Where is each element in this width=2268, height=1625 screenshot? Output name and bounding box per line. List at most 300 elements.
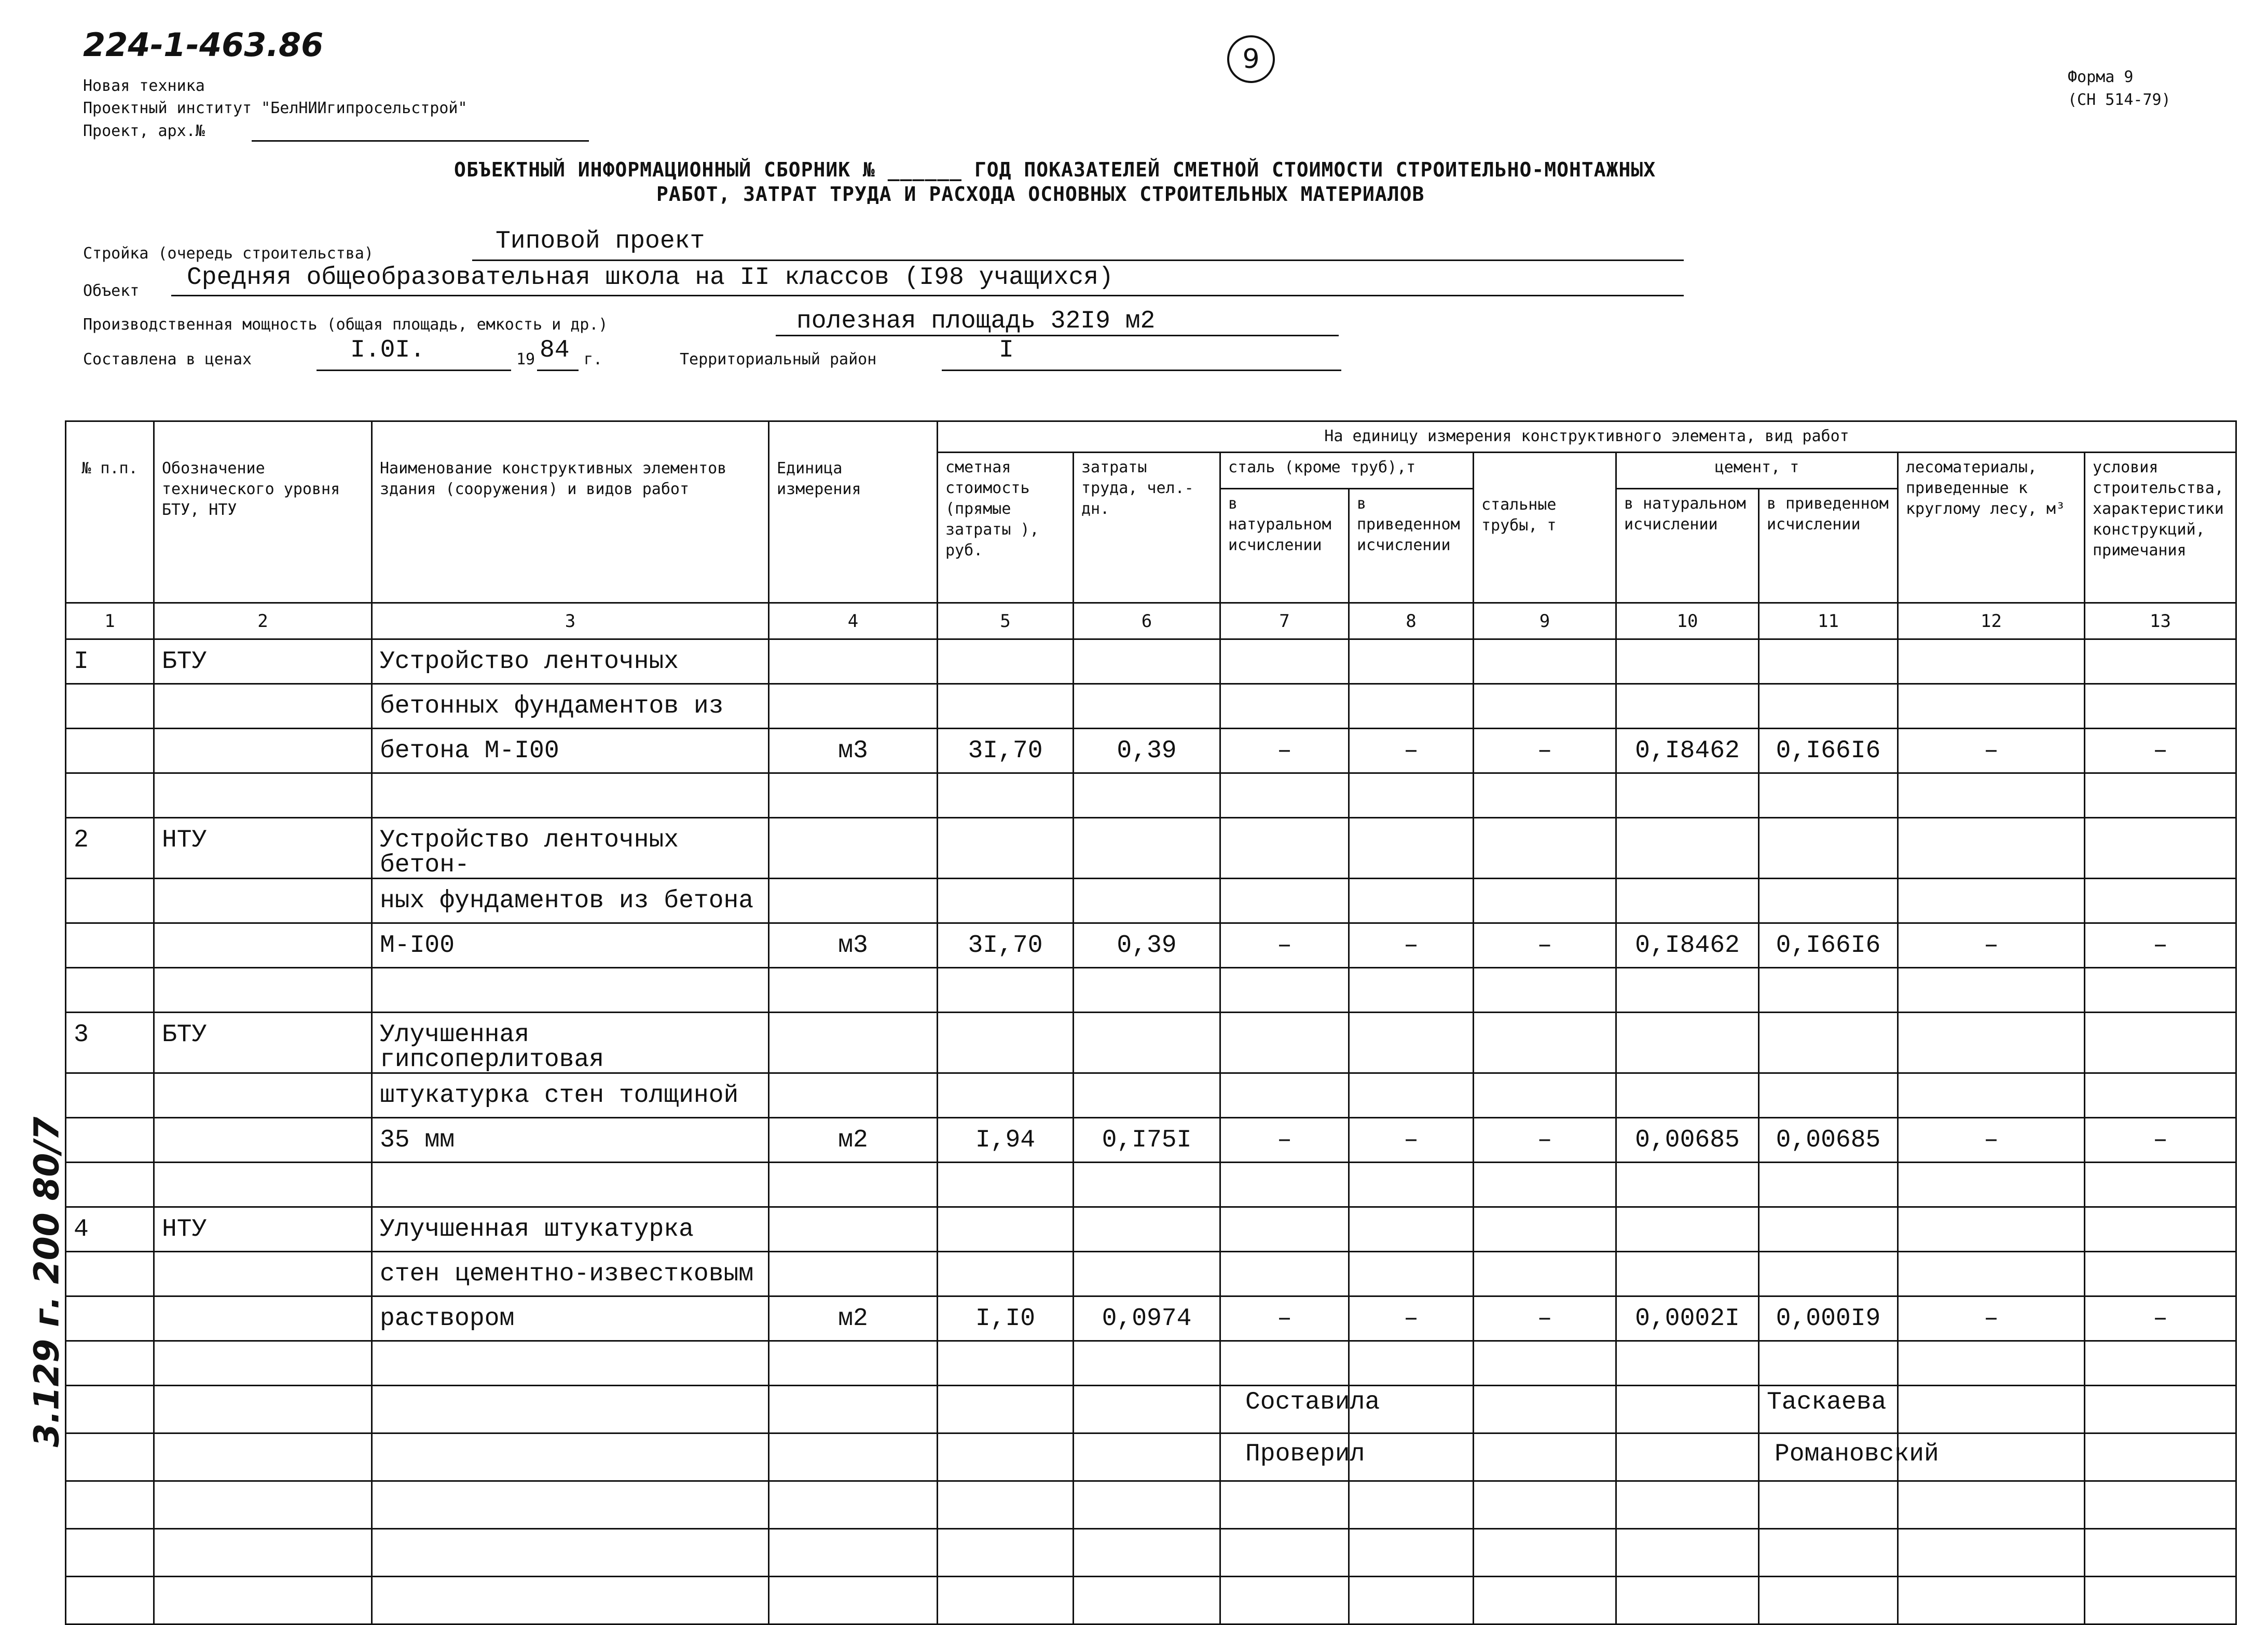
table-cell — [1474, 1341, 1616, 1386]
table-cell: м2 — [769, 1296, 938, 1341]
table-cell — [1616, 818, 1759, 879]
table-cell — [154, 879, 372, 923]
object-label: Объект — [83, 282, 140, 300]
table-cell — [1898, 1163, 2085, 1207]
table-cell — [2085, 1073, 2236, 1118]
document-title-line-1: ОБЪЕКТНЫЙ ИНФОРМАЦИОННЫЙ СБОРНИК № ______ ГОД ПОКАЗАТЕЛЕЙ СМЕТНОЙ СТОИМОСТИ СТРОИТЕЛЬНО-МОНТАЖНЫХ — [454, 158, 1656, 181]
table-cell — [1616, 1386, 1759, 1433]
table-cell: – — [1220, 923, 1349, 968]
table-cell — [769, 968, 938, 1013]
table-cell — [769, 684, 938, 729]
table-cell — [938, 879, 1074, 923]
table-cell — [1074, 818, 1220, 879]
table-cell — [1474, 1386, 1616, 1433]
capacity-value: полезная площадь 32I9 м2 — [796, 307, 1156, 335]
table-cell — [769, 1252, 938, 1296]
table-cell: 0,I8462 — [1616, 923, 1759, 968]
table-cell — [2085, 1207, 2236, 1252]
col-number: 11 — [1759, 603, 1898, 639]
table-cell — [1474, 1207, 1616, 1252]
table-cell — [154, 1341, 372, 1386]
table-cell: – — [2085, 923, 2236, 968]
table-cell — [2085, 1163, 2236, 1207]
element-name-cell: М-I00 — [372, 923, 769, 968]
table-cell — [66, 1577, 154, 1624]
table-cell — [1616, 879, 1759, 923]
table-cell — [154, 773, 372, 818]
table-cell — [1474, 1481, 1616, 1529]
table-cell — [1898, 1529, 2085, 1577]
table-cell: 0,39 — [1074, 923, 1220, 968]
object-line — [171, 295, 1684, 296]
col-header-6: затраты труда, чел.-дн. — [1074, 453, 1220, 603]
table-cell — [938, 1577, 1074, 1624]
capacity-line — [776, 335, 1339, 336]
table-cell — [1074, 639, 1220, 684]
table-cell — [938, 1013, 1074, 1073]
table-cell — [1759, 639, 1898, 684]
table-cell — [769, 1207, 938, 1252]
table-cell — [938, 968, 1074, 1013]
empty-row — [66, 1577, 2236, 1624]
table-cell — [2085, 968, 2236, 1013]
col-header-2: Обозначение технического уровня БТУ, НТУ — [154, 421, 372, 603]
table-cell — [1898, 818, 2085, 879]
table-cell — [1220, 818, 1349, 879]
col-number: 5 — [938, 603, 1074, 639]
table-cell: 4 — [66, 1207, 154, 1252]
table-cell — [66, 1433, 154, 1481]
table-cell — [1474, 879, 1616, 923]
col-header-5: сметная стоимость (прямые затраты ), руб. — [938, 453, 1074, 603]
table-cell — [1759, 773, 1898, 818]
element-name-cell: бетонных фундаментов из — [372, 684, 769, 729]
table-cell — [769, 1073, 938, 1118]
table-cell: 0,39 — [1074, 729, 1220, 773]
table-cell: 0,00685 — [1759, 1118, 1898, 1163]
table-cell — [154, 1433, 372, 1481]
table-cell: – — [2085, 1118, 2236, 1163]
table-cell — [1759, 684, 1898, 729]
table-cell — [1074, 1433, 1220, 1481]
table-cell — [769, 639, 938, 684]
table-cell — [1349, 818, 1474, 879]
table-cell: – — [1349, 729, 1474, 773]
group-header-per-unit: На единицу измерения конструктивного элемента, вид работ — [938, 421, 2236, 453]
table-cell — [1474, 773, 1616, 818]
table-cell — [938, 1433, 1074, 1481]
table-cell — [154, 1073, 372, 1118]
element-name-cell: Улучшенная штукатурка — [372, 1207, 769, 1252]
table-cell — [1898, 1481, 2085, 1529]
checked-name: Романовский — [1775, 1440, 1939, 1468]
table-cell — [154, 1118, 372, 1163]
table-cell — [372, 1529, 769, 1577]
compiled-name: Таскаева — [1767, 1388, 1887, 1416]
table-row — [66, 1341, 2236, 1386]
table-row — [66, 968, 2236, 1013]
table-cell: – — [1474, 923, 1616, 968]
table-cell — [769, 818, 938, 879]
table-cell — [1474, 1577, 1616, 1624]
table-row — [66, 879, 2236, 923]
table-row — [66, 1207, 2236, 1252]
table-cell — [1220, 1529, 1349, 1577]
table-cell: НТУ — [154, 818, 372, 879]
table-cell — [1074, 968, 1220, 1013]
table-cell — [1474, 684, 1616, 729]
table-cell — [938, 1386, 1074, 1433]
element-name-cell: Устройство ленточных — [372, 639, 769, 684]
table-cell — [1074, 879, 1220, 923]
col-header-3: Наименование конструктивных элементов здания (сооружения) и видов работ — [372, 421, 769, 603]
table-cell — [938, 684, 1074, 729]
table-cell — [66, 879, 154, 923]
table-cell — [2085, 1481, 2236, 1529]
table-cell — [2085, 1433, 2236, 1481]
table-cell — [1474, 1529, 1616, 1577]
table-cell — [372, 1386, 769, 1433]
table-row — [66, 923, 2236, 968]
table-cell: 0,0974 — [1074, 1296, 1220, 1341]
table-cell — [1220, 684, 1349, 729]
empty-row — [66, 1481, 2236, 1529]
element-name-cell: стен цементно-известковым — [372, 1252, 769, 1296]
table-cell — [66, 1341, 154, 1386]
table-cell: – — [1220, 729, 1349, 773]
table-cell — [938, 1207, 1074, 1252]
table-cell — [66, 1252, 154, 1296]
col-number: 2 — [154, 603, 372, 639]
col-header-1: № п.п. — [66, 421, 154, 603]
table-cell — [1220, 1481, 1349, 1529]
prices-year: 84 — [540, 336, 570, 364]
table-cell — [1074, 1252, 1220, 1296]
table-cell — [769, 773, 938, 818]
table-cell — [1074, 684, 1220, 729]
object-value: Средняя общеобразовательная школа на II классов (I98 учащихся) — [187, 264, 1114, 292]
table-cell — [1759, 1529, 1898, 1577]
table-cell — [1616, 773, 1759, 818]
prices-label: Составлена в ценах — [83, 350, 252, 368]
element-name-cell: раствором — [372, 1296, 769, 1341]
table-row — [66, 1252, 2236, 1296]
col-number: 7 — [1220, 603, 1349, 639]
table-cell — [1220, 639, 1349, 684]
table-cell — [1349, 1529, 1474, 1577]
element-name-cell — [372, 968, 769, 1013]
table-row — [66, 818, 2236, 879]
table-cell — [1349, 1433, 1474, 1481]
table-cell: – — [1349, 923, 1474, 968]
table-cell — [1349, 1013, 1474, 1073]
table-cell — [1759, 1073, 1898, 1118]
form-label: Форма 9 — [2068, 68, 2134, 86]
table-cell — [372, 1577, 769, 1624]
table-cell: НТУ — [154, 1207, 372, 1252]
col-number: 12 — [1898, 603, 2085, 639]
table-cell: – — [1898, 923, 2085, 968]
table-cell — [154, 923, 372, 968]
table-cell — [2085, 773, 2236, 818]
table-cell — [1074, 1163, 1220, 1207]
table-cell — [1349, 1341, 1474, 1386]
element-name-cell — [372, 773, 769, 818]
element-name-cell — [372, 1163, 769, 1207]
table-cell — [1220, 1073, 1349, 1118]
table-cell — [1898, 1013, 2085, 1073]
table-cell — [2085, 1341, 2236, 1386]
table-cell — [1349, 879, 1474, 923]
cement-group-header: цемент, т — [1616, 453, 1898, 489]
col-number: 1 — [66, 603, 154, 639]
table-cell — [1220, 1252, 1349, 1296]
stroika-label: Стройка (очередь строительства) — [83, 244, 374, 263]
table-cell — [1616, 639, 1759, 684]
col-header-7: в натуральном исчислении — [1220, 489, 1349, 603]
table-cell — [1220, 773, 1349, 818]
empty-row — [66, 1386, 2236, 1433]
prices-year-prefix: 19 — [516, 350, 535, 368]
table-cell — [66, 1386, 154, 1433]
table-cell — [769, 1529, 938, 1577]
table-cell — [1616, 968, 1759, 1013]
table-cell — [1898, 1252, 2085, 1296]
table-cell — [1349, 773, 1474, 818]
stroika-line — [472, 260, 1684, 261]
table-cell: – — [2085, 729, 2236, 773]
table-cell — [1220, 1341, 1349, 1386]
table-cell — [2085, 1252, 2236, 1296]
table-cell — [1349, 968, 1474, 1013]
table-cell — [938, 818, 1074, 879]
table-cell — [1349, 639, 1474, 684]
col-number: 8 — [1349, 603, 1474, 639]
table-cell — [1474, 818, 1616, 879]
table-row — [66, 773, 2236, 818]
table-cell — [1220, 1013, 1349, 1073]
table-cell — [1074, 1073, 1220, 1118]
table-cell — [1074, 1341, 1220, 1386]
table-row — [66, 1118, 2236, 1163]
table-cell — [2085, 1577, 2236, 1624]
table-cell — [1898, 968, 2085, 1013]
element-name-cell: 35 мм — [372, 1118, 769, 1163]
col-number: 13 — [2085, 603, 2236, 639]
col-header-4: Единица измерения — [769, 421, 938, 603]
org-line-1: Новая техника — [83, 77, 205, 95]
table-cell — [154, 1296, 372, 1341]
table-cell — [154, 1386, 372, 1433]
table-cell — [154, 968, 372, 1013]
table-cell — [1474, 1013, 1616, 1073]
form-norm: (СН 514-79) — [2068, 91, 2171, 109]
table-cell — [1616, 1013, 1759, 1073]
prices-year-line — [537, 370, 579, 371]
table-cell — [1898, 879, 2085, 923]
document-title-line-2: РАБОТ, ЗАТРАТ ТРУДА И РАСХОДА ОСНОВНЫХ СТРОИТЕЛЬНЫХ МАТЕРИАЛОВ — [656, 183, 1425, 206]
prices-date: I.0I. — [350, 336, 425, 364]
table-cell: 3I,70 — [938, 923, 1074, 968]
table-cell — [1759, 968, 1898, 1013]
table-cell: – — [1474, 1296, 1616, 1341]
table-cell: м2 — [769, 1118, 938, 1163]
table-cell — [1220, 1207, 1349, 1252]
table-cell: 0,I75I — [1074, 1118, 1220, 1163]
table-cell — [1616, 1433, 1759, 1481]
table-cell — [1474, 968, 1616, 1013]
table-row — [66, 684, 2236, 729]
document-code: 224-1-463.86 — [83, 26, 324, 64]
table-cell — [1616, 1481, 1759, 1529]
table-cell — [2085, 639, 2236, 684]
org-line-2: Проектный институт "БелНИИгипросельстрой" — [83, 99, 468, 117]
prices-date-line — [317, 370, 511, 371]
table-cell: – — [2085, 1296, 2236, 1341]
table-cell — [66, 684, 154, 729]
table-cell: – — [1898, 1118, 2085, 1163]
table-cell: 3 — [66, 1013, 154, 1073]
element-name-cell: ных фундаментов из бетона — [372, 879, 769, 923]
table-cell: – — [1898, 729, 2085, 773]
table-cell — [1898, 1386, 2085, 1433]
table-cell — [1616, 1252, 1759, 1296]
table-cell — [154, 1577, 372, 1624]
table-cell — [1616, 684, 1759, 729]
table-cell — [1349, 684, 1474, 729]
col-header-9: стальные трубы, т — [1474, 453, 1616, 603]
table-cell — [372, 1433, 769, 1481]
table-cell — [1074, 1013, 1220, 1073]
element-name-cell: бетона М-I00 — [372, 729, 769, 773]
table-cell: БТУ — [154, 639, 372, 684]
table-cell — [1759, 1577, 1898, 1624]
col-header-13: условия строительства, характеристики конструкций, примечания — [2085, 453, 2236, 603]
table-cell — [1898, 773, 2085, 818]
table-cell: 0,I66I6 — [1759, 923, 1898, 968]
table-row — [66, 1073, 2236, 1118]
table-cell — [1616, 1577, 1759, 1624]
table-row — [66, 729, 2236, 773]
element-name-cell: Устройство ленточных бетон- — [372, 818, 769, 879]
table-cell — [66, 1118, 154, 1163]
org-line-3: Проект, арх.№ — [83, 122, 205, 140]
table-cell — [154, 1481, 372, 1529]
table-cell — [938, 1163, 1074, 1207]
col-header-12: лесоматериалы, приведенные к круглому лесу, м³ — [1898, 453, 2085, 603]
table-cell — [154, 1163, 372, 1207]
table-cell — [1349, 1073, 1474, 1118]
capacity-label: Производственная мощность (общая площадь, емкость и др.) — [83, 316, 608, 334]
header-row-group — [66, 421, 2236, 453]
table-cell — [66, 968, 154, 1013]
table-cell — [1759, 1341, 1898, 1386]
table-cell — [1898, 639, 2085, 684]
table-cell: – — [1349, 1296, 1474, 1341]
table-cell — [1616, 1341, 1759, 1386]
table-cell — [1759, 1252, 1898, 1296]
element-name-cell: Улучшенная гипсоперлитовая — [372, 1013, 769, 1073]
table-cell — [1474, 639, 1616, 684]
table-cell: 0,000I9 — [1759, 1296, 1898, 1341]
table-cell: 0,I8462 — [1616, 729, 1759, 773]
region-label: Территориальный район — [680, 350, 877, 368]
table-cell: I — [66, 639, 154, 684]
table-cell — [66, 923, 154, 968]
compiled-label: Составила — [1245, 1388, 1380, 1416]
table-cell — [66, 1529, 154, 1577]
col-header-11: в приведенном исчислении — [1759, 489, 1898, 603]
table-cell — [1074, 1481, 1220, 1529]
table-cell: – — [1220, 1118, 1349, 1163]
table-cell: 0,00685 — [1616, 1118, 1759, 1163]
stroika-value: Типовой проект — [496, 227, 705, 255]
prices-year-suffix: г. — [584, 350, 603, 368]
table-cell — [1474, 1433, 1616, 1481]
table-cell — [1074, 1207, 1220, 1252]
table-cell — [154, 1252, 372, 1296]
table-cell: м3 — [769, 729, 938, 773]
table-cell — [66, 1296, 154, 1341]
table-cell — [769, 879, 938, 923]
table-cell: 0,0002I — [1616, 1296, 1759, 1341]
table-cell: 2 — [66, 818, 154, 879]
table-cell — [1220, 1577, 1349, 1624]
table-cell — [1759, 1013, 1898, 1073]
table-cell: м3 — [769, 923, 938, 968]
table-cell — [769, 1163, 938, 1207]
table-cell — [938, 1481, 1074, 1529]
table-cell — [1349, 1252, 1474, 1296]
table-cell — [1474, 1073, 1616, 1118]
table-cell — [1759, 879, 1898, 923]
table-cell: I,I0 — [938, 1296, 1074, 1341]
table-cell — [1898, 1207, 2085, 1252]
table-cell — [769, 1341, 938, 1386]
table-cell: – — [1474, 1118, 1616, 1163]
table-cell — [769, 1386, 938, 1433]
table-cell: I,94 — [938, 1118, 1074, 1163]
table-cell — [769, 1433, 938, 1481]
table-cell — [1474, 1252, 1616, 1296]
col-number: 6 — [1074, 603, 1220, 639]
table-cell — [1616, 1529, 1759, 1577]
table-cell — [1349, 1481, 1474, 1529]
table-cell — [1349, 1163, 1474, 1207]
table-cell — [938, 1073, 1074, 1118]
table-cell — [1474, 1163, 1616, 1207]
steel-group-header: сталь (кроме труб),т — [1220, 453, 1474, 489]
table-cell — [66, 1073, 154, 1118]
region-line — [942, 370, 1341, 371]
table-cell — [1898, 1577, 2085, 1624]
checked-label: Проверил — [1245, 1440, 1365, 1468]
table-cell — [1616, 1207, 1759, 1252]
table-cell — [938, 773, 1074, 818]
table-cell — [2085, 1529, 2236, 1577]
table-cell — [1898, 1073, 2085, 1118]
table-row — [66, 1296, 2236, 1341]
table-cell: 0,I66I6 — [1759, 729, 1898, 773]
table-cell — [769, 1577, 938, 1624]
table-cell — [1349, 1207, 1474, 1252]
element-name-cell — [372, 1341, 769, 1386]
table-cell — [1616, 1163, 1759, 1207]
table-cell: – — [1474, 729, 1616, 773]
table-cell — [2085, 1386, 2236, 1433]
table-cell — [1074, 1386, 1220, 1433]
margin-note: 3.129 г. 200 80/7 — [26, 1116, 67, 1448]
